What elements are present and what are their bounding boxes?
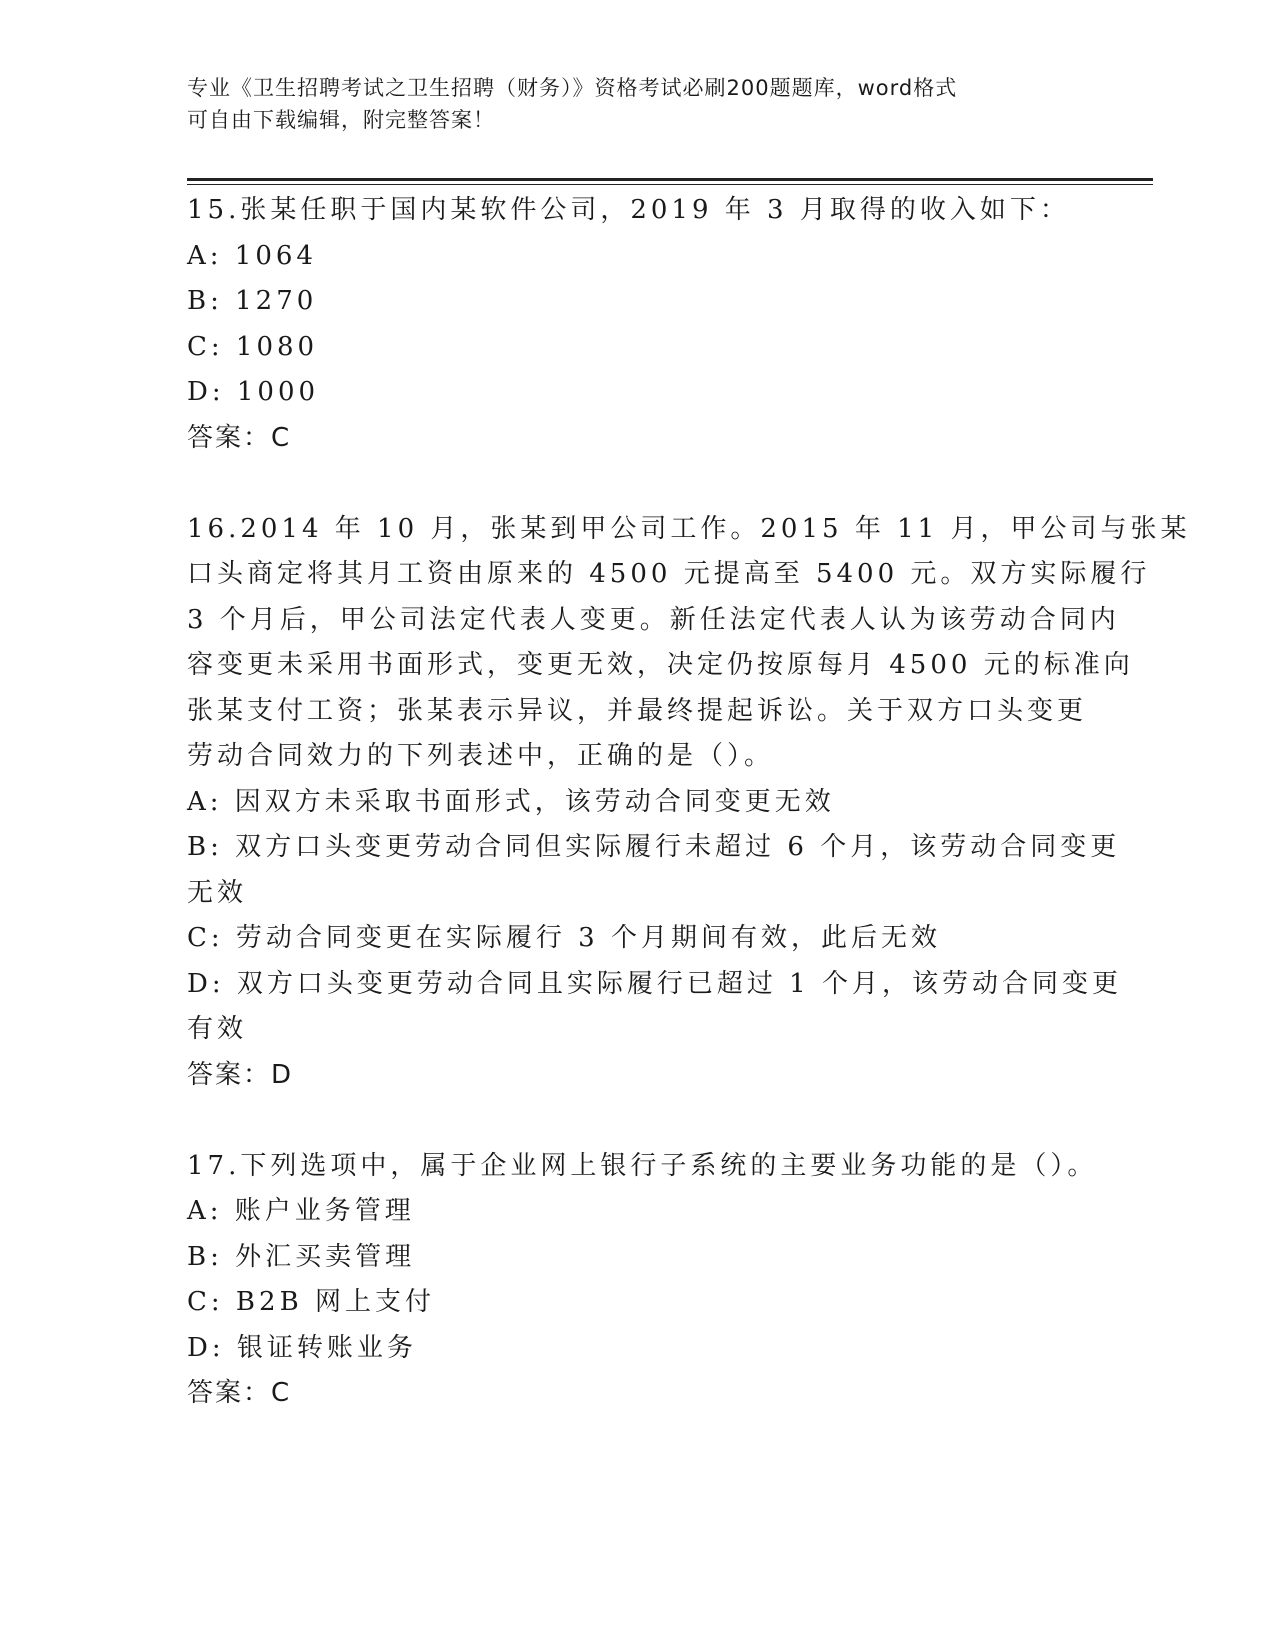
question-16 [187,507,1191,1099]
option-c: C: 1080 [187,331,319,362]
option-a: A: 账户业务管理 [187,1196,415,1226]
option-d: D: 1000 [187,377,320,407]
option-b: B: 外汇买卖管理 [187,1241,416,1272]
header-rule-thick [187,178,1153,181]
header-rule-thin [187,184,1153,185]
question-stem-line: 容变更未采用书面形式，变更无效，决定仍按原每月 4500 元的标准向 [187,650,1134,680]
option-d-continued: 有效 [187,1014,248,1044]
question-spacer [187,1098,1087,1144]
header-line-1: 专业《卫生招聘考试之卫生招聘（财务）》资格考试必刷200题题库，word格式 [187,76,958,100]
question-stem-line: 3 个月后，甲公司法定代表人变更。新任法定代表人认为该劳动合同内 [187,604,1120,635]
header-line-2: 可自由下载编辑，附完整答案！ [187,108,495,132]
document-header [187,72,1087,136]
option-b-continued: 无效 [187,877,248,908]
option-b: B: 1270 [187,286,318,316]
question-stem-line: 16.2014 年 10 月，张某到甲公司工作。2015 年 11 月，甲公司与张某 [187,513,1191,544]
question-stem-line: 17.下列选项中，属于企业网上银行子系统的主要业务功能的是（）。 [187,1150,1098,1181]
question-stem-line: 15.张某任职于国内某软件公司，2019 年 3 月取得的收入如下： [187,195,1070,225]
question-stem-line: 张某支付工资；张某表示异议，并最终提起诉讼。关于双方口头变更 [187,695,1088,726]
option-a: A: 因双方未采取书面形式，该劳动合同变更无效 [187,786,835,817]
question-spacer [187,461,1087,507]
option-c: C: B2B 网上支付 [187,1287,435,1317]
option-c: C: 劳动合同变更在实际履行 3 个月期间有效，此后无效 [187,923,941,953]
question-17 [187,1144,1098,1417]
option-b: B: 双方口头变更劳动合同但实际履行未超过 6 个月，该劳动合同变更 [187,832,1121,862]
answer-line: 答案：C [187,422,292,453]
question-stem-line: 劳动合同效力的下列表述中，正确的是（）。 [187,741,775,771]
option-d: D: 双方口头变更劳动合同且实际履行已超过 1 个月，该劳动合同变更 [187,968,1122,999]
question-list [187,188,1191,1417]
question-stem-line: 口头商定将其月工资由原来的 4500 元提高至 5400 元。双方实际履行 [187,559,1151,589]
answer-line: 答案：D [187,1059,294,1090]
question-15 [187,188,1087,461]
option-a: A: 1064 [187,240,317,271]
answer-line: 答案：C [187,1378,292,1408]
option-d: D: 银证转账业务 [187,1332,417,1363]
